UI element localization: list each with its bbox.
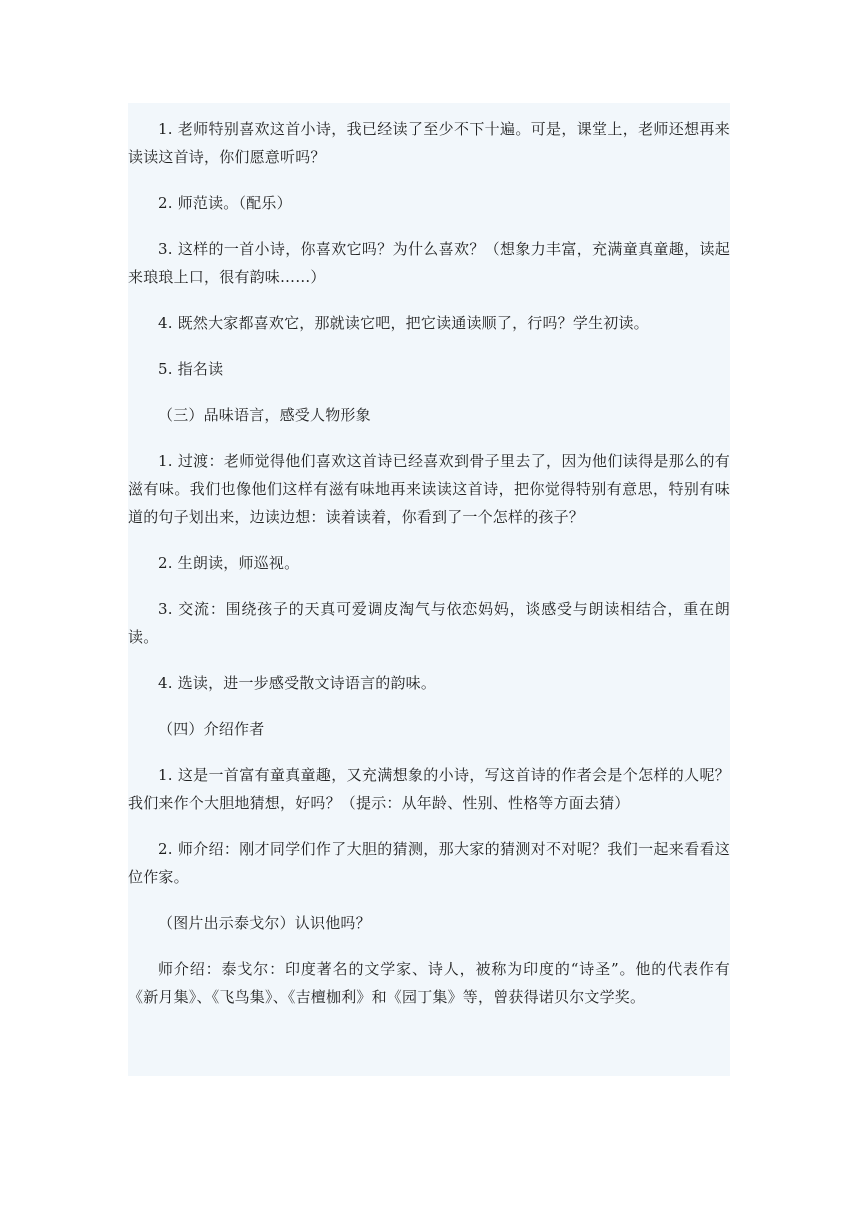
section-heading: （三）品味语言，感受人物形象 (158, 406, 371, 424)
paragraph: 5. 指名读 (158, 360, 224, 378)
paragraph: 3. 交流：围绕孩子的天真可爱调皮淘气与依恋妈妈，谈感受与朗读相结合，重在朗读。 (128, 600, 730, 646)
paragraph: 2. 师介绍：刚才同学们作了大胆的猜测，那大家的猜测对不对呢？我们一起来看看这位作家。 (128, 840, 730, 886)
paragraph: 1. 过渡：老师觉得他们喜欢这首诗已经喜欢到骨子里去了，因为他们读得是那么的有滋有味。我们也像他们这样有滋有味地再来读读这首诗，把你觉得特别有意思，特别有味道的句子划出来，边读边想：读着读着，你看到了一个怎样的孩子？ (128, 452, 730, 526)
paragraph: 1. 这是一首富有童真童趣，又充满想象的小诗，写这首诗的作者会是个怎样的人呢？我们来作个大胆地猜想，好吗？（提示：从年龄、性别、性格等方面去猜） (128, 766, 730, 812)
document-body (128, 103, 730, 1076)
paragraph: 1. 老师特别喜欢这首小诗，我已经读了至少不下十遍。可是，课堂上，老师还想再来读读这首诗，你们愿意听吗？ (128, 120, 730, 166)
paragraph: （图片出示泰戈尔）认识他吗？ (158, 914, 371, 932)
section-heading: （四）介绍作者 (158, 720, 265, 738)
paragraph: 4. 选读，进一步感受散文诗语言的韵味。 (158, 674, 437, 692)
paragraph: 3. 这样的一首小诗，你喜欢它吗？为什么喜欢？（想象力丰富，充满童真童趣，读起来琅琅上口，很有韵味……） (128, 240, 730, 286)
paragraph: 师介绍：泰戈尔：印度著名的文学家、诗人，被称为印度的“诗圣”。他的代表作有《新月集》、《飞鸟集》、《吉檀枷利》和《园丁集》等，曾获得诺贝尔文学奖。 (128, 960, 730, 1006)
paragraph: 2. 生朗读，师巡视。 (158, 554, 300, 572)
paragraph: 2. 师范读。（配乐） (158, 194, 292, 212)
paragraph: 4. 既然大家都喜欢它，那就读它吧，把它读通读顺了，行吗？学生初读。 (158, 314, 649, 332)
